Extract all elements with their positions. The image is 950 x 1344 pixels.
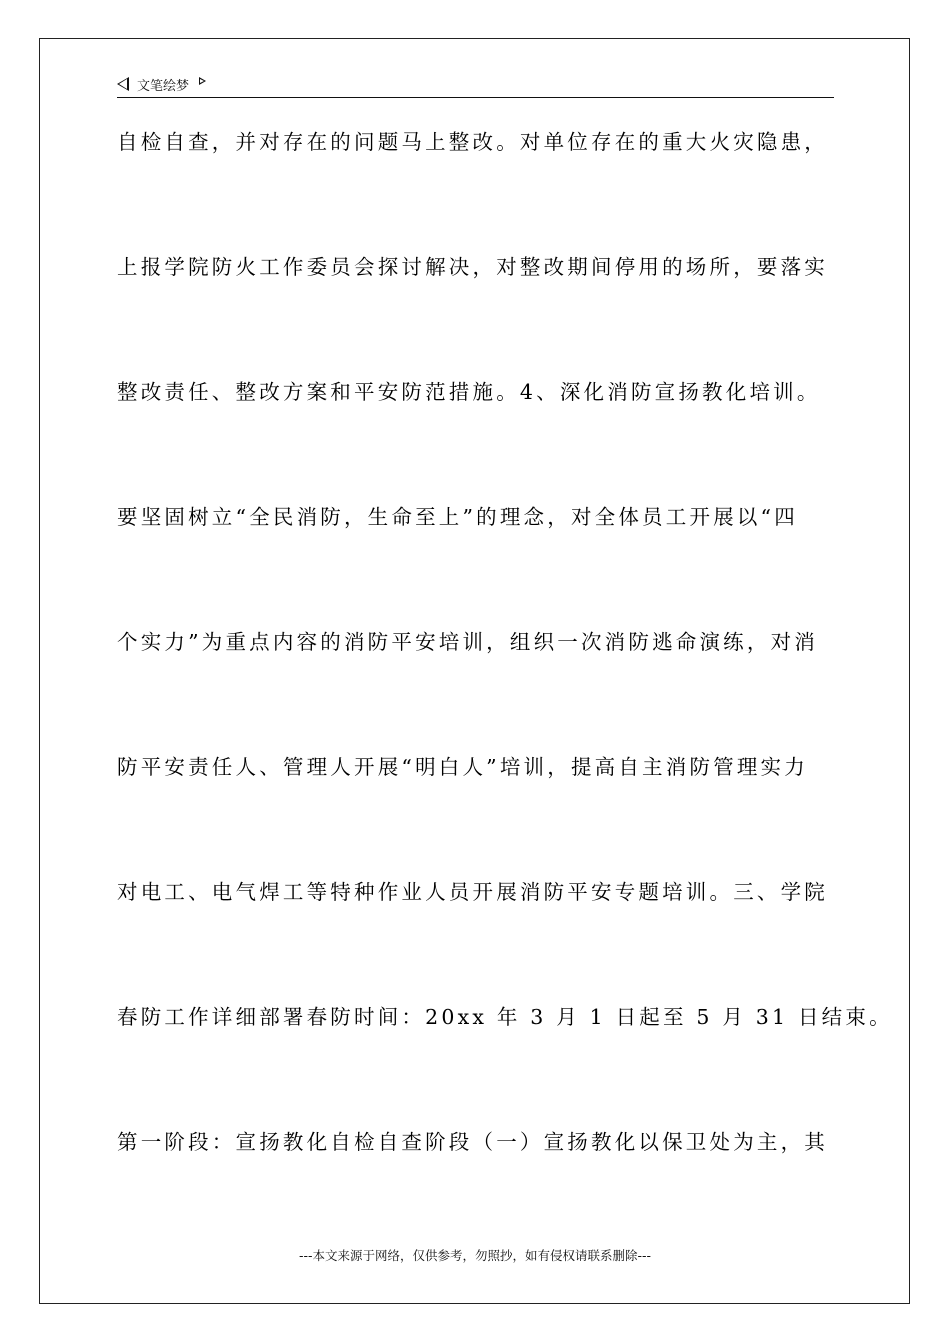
triangle-right-icon [199, 77, 206, 85]
body-line: 个实力”为重点内容的消防平安培训，组织一次消防逃命演练，对消 [117, 630, 818, 654]
header-divider [117, 97, 834, 98]
body-line: 对电工、电气焊工等特种作业人员开展消防平安专题培训。三、学院 [117, 880, 828, 904]
footer-disclaimer: ---本文来源于网络，仅供参考，勿照抄，如有侵权请联系删除--- [298, 1248, 652, 1263]
body-line: 防平安责任人、管理人开展“明白人”培训，提高自主消防管理实力 [117, 755, 808, 779]
body-line: 要坚固树立“全民消防，生命至上”的理念，对全体员工开展以“四 [117, 505, 798, 529]
body-line: 第一阶段：宣扬教化自检自查阶段（一）宣扬教化以保卫处为主，其 [117, 1130, 828, 1154]
body-line: 自检自查，并对存在的问题马上整改。对单位存在的重大火灾隐患， [117, 130, 828, 154]
body-line: 春防工作详细部署春防时间：20xx 年 3 月 1 日起至 5 月 31 日结束。 [117, 1005, 893, 1029]
body-line: 整改责任、整改方案和平安防范措施。4、深化消防宣扬教化培训。 [117, 380, 821, 404]
page-frame [39, 38, 910, 1304]
triangle-left-icon [117, 77, 129, 91]
page-header [117, 74, 206, 94]
body-line: 上报学院防火工作委员会探讨解决，对整改期间停用的场所，要落实 [117, 255, 828, 279]
header-title: 文笔绘梦 [137, 78, 190, 94]
